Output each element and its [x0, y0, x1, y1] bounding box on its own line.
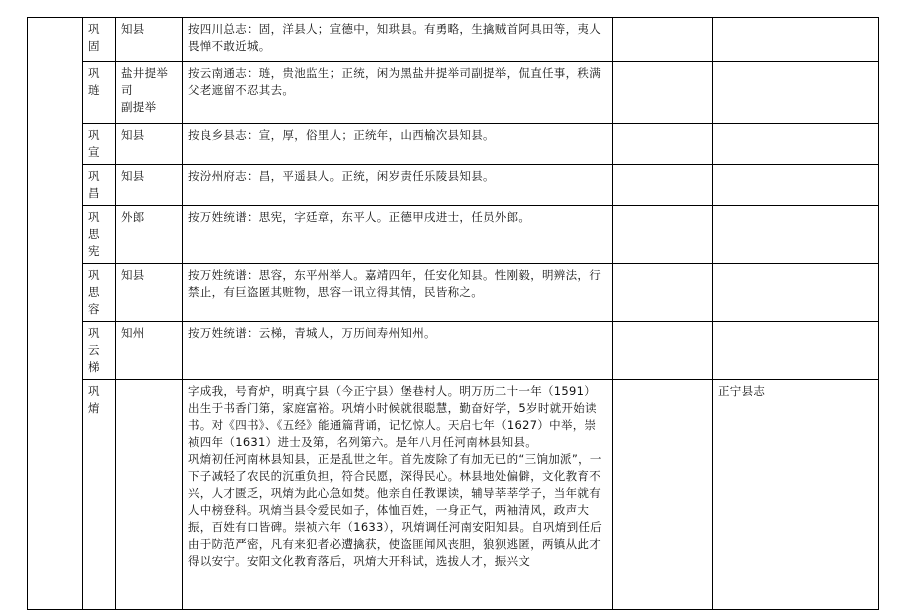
desc-cell: [183, 124, 613, 165]
person-name: 巩思容: [88, 268, 100, 316]
title-cell: [116, 206, 183, 264]
source-cell: [713, 322, 879, 380]
person-title: 知县: [121, 22, 145, 36]
person-title: 知县: [121, 169, 145, 183]
person-name: 巩琏: [88, 66, 100, 97]
desc-cell: [183, 380, 613, 610]
source-cell: [713, 62, 879, 124]
note-cell: [613, 322, 713, 380]
person-description: 按汾州府志：昌，平遥县人。正统，闲岁责任乐陵县知县。: [188, 169, 495, 183]
title-cell: [116, 62, 183, 124]
source-reference: 正宁县志: [718, 384, 766, 398]
desc-cell: [183, 62, 613, 124]
name-cell: [83, 165, 116, 206]
note-cell: [613, 264, 713, 322]
source-cell: [713, 264, 879, 322]
name-cell: [83, 124, 116, 165]
biography-paragraph: 字成我，号育炉，明真宁县（今正宁县）堡巷村人。明万历二十一年（1591）出生于书香门第，家庭富裕。巩焴小时候就很聪慧，勤奋好学，5岁时就开始读书。对《四书》、《五经》能通篇背诵，记忆惊人。天启七年（1627）中举，崇祯四年（1631）进士及第，名列第六。是年八月任河南林县知县。: [188, 384, 597, 449]
person-description: 按万姓统谱：思宪，字廷章，东平人。正德甲戌进士，任员外郎。: [188, 210, 531, 224]
title-cell: [116, 322, 183, 380]
table-row: [28, 124, 879, 165]
title-cell: [116, 18, 183, 62]
title-cell: [116, 264, 183, 322]
blank-cell: [28, 18, 83, 610]
source-cell: [713, 380, 879, 610]
title-cell: [116, 124, 183, 165]
person-description: 按四川总志：固，洋县人；宣德中，知珙县。有勇略，生擒贼首阿具田等，夷人畏惮不敢近城。: [188, 22, 601, 53]
name-cell: [83, 322, 116, 380]
biography-table: [27, 17, 879, 610]
name-cell: [83, 18, 116, 62]
source-cell: [713, 18, 879, 62]
desc-cell: [183, 165, 613, 206]
person-name: 巩焴: [88, 384, 100, 415]
person-description: 按云南通志：琏，贵池监生；正统，闲为黑盐井提举司副提举，侃直任事，秩满父老遮留不忍其去。: [188, 66, 601, 97]
person-title: 外郎: [121, 210, 145, 224]
name-cell: [83, 62, 116, 124]
person-title: 知州: [121, 326, 145, 340]
table-row: [28, 206, 879, 264]
desc-cell: [183, 264, 613, 322]
person-title: 知县: [121, 128, 145, 142]
table-row: [28, 322, 879, 380]
note-cell: [613, 62, 713, 124]
title-cell: [116, 165, 183, 206]
table-row: [28, 18, 879, 62]
person-name: 巩昌: [88, 169, 100, 200]
source-cell: [713, 165, 879, 206]
note-cell: [613, 380, 713, 610]
note-cell: [613, 206, 713, 264]
person-title: 知县: [121, 268, 145, 282]
desc-cell: [183, 206, 613, 264]
person-name: 巩思宪: [88, 210, 100, 258]
note-cell: [613, 124, 713, 165]
person-name: 巩宣: [88, 128, 100, 159]
table-row: [28, 264, 879, 322]
table-row: [28, 380, 879, 610]
source-cell: [713, 206, 879, 264]
person-description: 按万姓统谱：思容，东平州举人。嘉靖四年，任安化知县。性刚毅，明辨法，行禁止，有巨盗匿其赃物，思容一讯立得其情，民皆称之。: [188, 268, 601, 299]
name-cell: [83, 264, 116, 322]
title-cell: [116, 380, 183, 610]
desc-cell: [183, 322, 613, 380]
table-row: [28, 165, 879, 206]
person-description: 按良乡县志：宣，厚，俗里人；正统年，山西榆次县知县。: [188, 128, 495, 142]
person-name: 巩固: [88, 22, 100, 53]
person-title: 盐井提举司 副提举: [121, 66, 169, 114]
table-row: [28, 62, 879, 124]
name-cell: [83, 206, 116, 264]
name-cell: [83, 380, 116, 610]
source-cell: [713, 124, 879, 165]
person-description: 按万姓统谱：云梯，青城人，万历间寿州知州。: [188, 326, 436, 340]
note-cell: [613, 18, 713, 62]
biography-paragraph: 巩焴初任河南林县知县，正是乱世之年。首先废除了有加无已的“三饷加派”，一下子减轻了农民的沉重负担，符合民愿，深得民心。林县地处偏僻，文化教育不兴，人才匮乏，巩焴为此心急如焚。他亲自任教课读，辅导莘莘学子，当年就有人中榜登科。巩焴当县令爱民如子，体恤百姓，一身正气，两袖清风，政声大振，百姓有口皆碑。崇祯六年（1633），巩焴调任河南安阳知县。自巩焴到任后由于防范严密，凡有来犯者必遭擒获，使盗匪闻风丧胆，狼狈逃匿，两镇从此才得以安宁。安阳文化教育落后，巩焴大开科试，选拔人才，振兴文: [188, 452, 603, 568]
desc-cell: [183, 18, 613, 62]
person-name: 巩云梯: [88, 326, 100, 374]
note-cell: [613, 165, 713, 206]
